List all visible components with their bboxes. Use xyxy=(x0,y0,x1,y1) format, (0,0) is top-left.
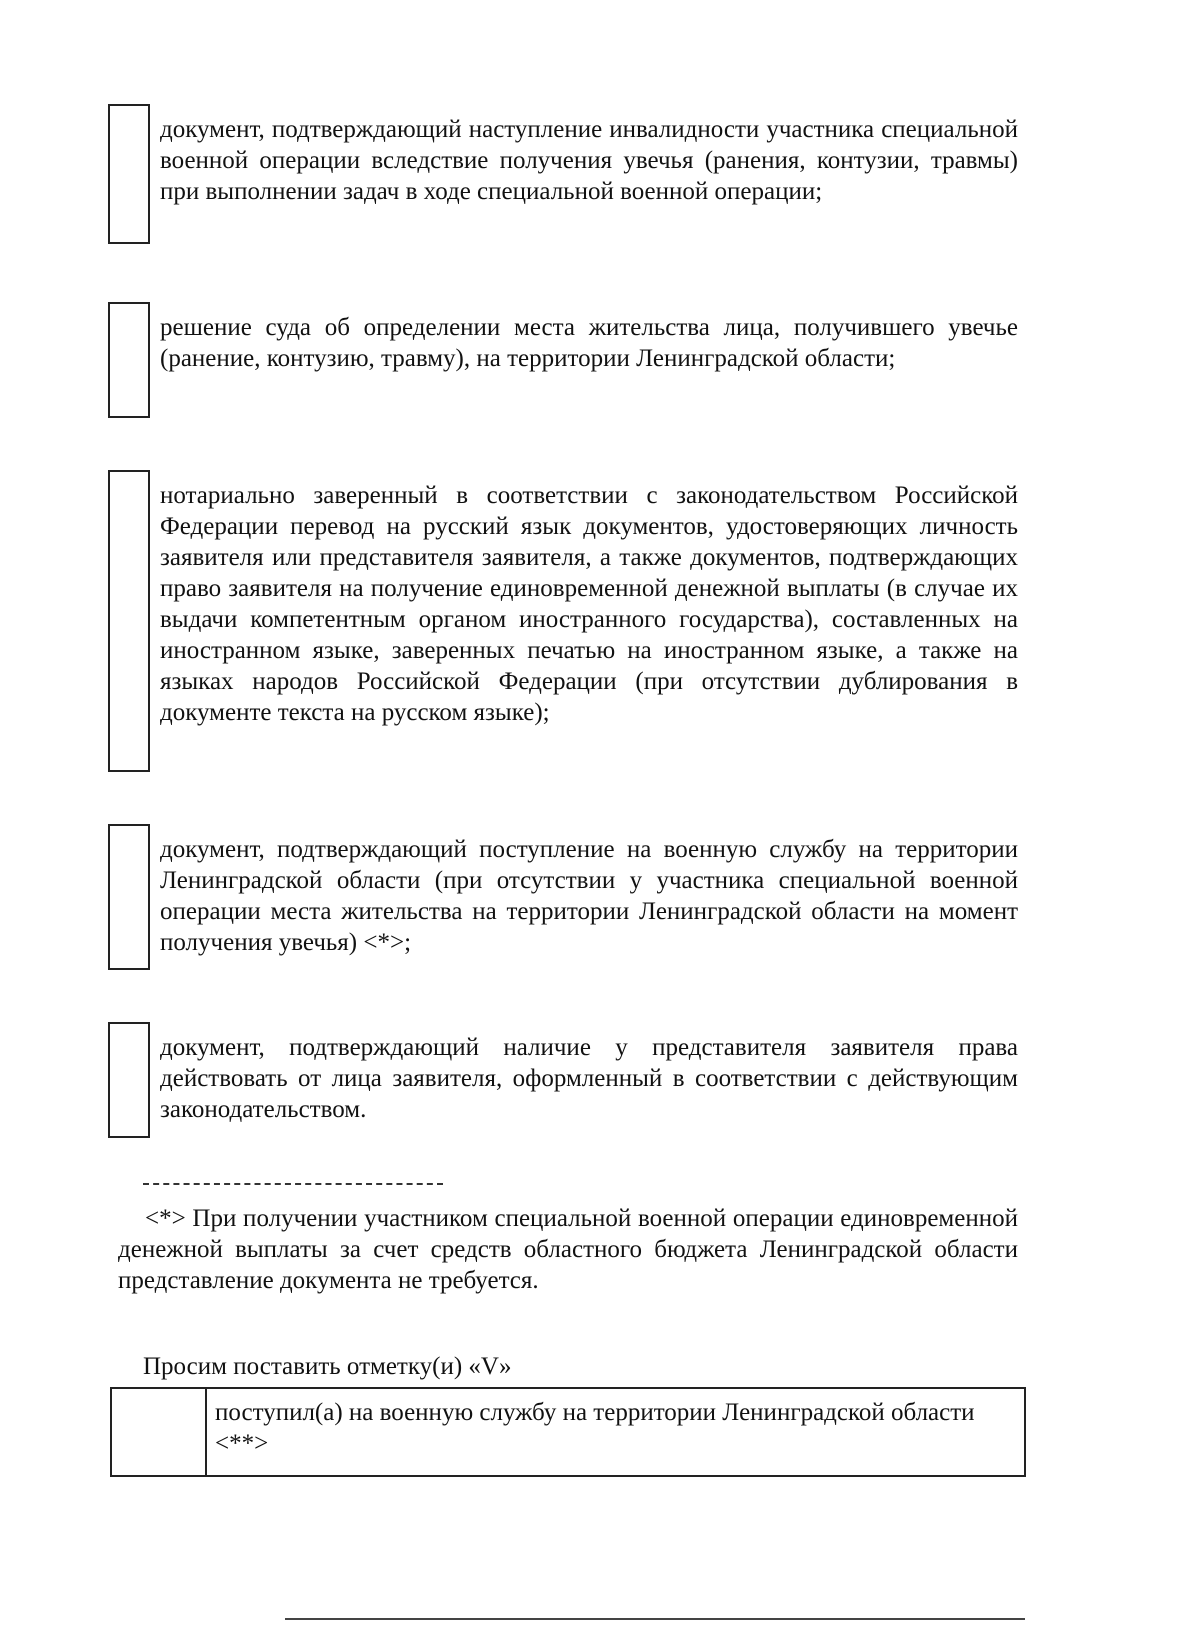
mark-table-row-text: поступил(а) на военную службу на территории Ленинградской области <**> xyxy=(215,1399,975,1457)
checkbox[interactable] xyxy=(108,470,150,772)
checklist-item-3 xyxy=(108,470,1018,772)
checklist-item-text: документ, подтверждающий наличие у представителя заявителя права действовать от лица заявителя, оформленный в соответствии с действующим законодательством. xyxy=(160,1034,1018,1123)
checklist-item-text: документ, подтверждающий наступление инвалидности участника специальной военной операции вследствие получения увечья (ранения, контузии, травмы) при выполнении задач в ходе специальной военной операции; xyxy=(160,116,1018,205)
checklist-item-1 xyxy=(108,104,1018,244)
checkbox[interactable] xyxy=(108,1022,150,1138)
bottom-divider xyxy=(285,1618,1025,1620)
checklist-item-text: нотариально заверенный в соответствии с законодательством Российской Федерации перевод на русский язык документов, удостоверяющих личность заявителя или представителя заявителя, а также документов, подтверждающих право заявителя на получение единовременной денежной выплаты (в случае их выдачи компетентным органом иностранного государства), составленных на иностранном языке, заверенных печатью на иностранном языке, а также на языках народов Российской Федерации (при отсутствии дублирования в документе текста на русском языке); xyxy=(160,482,1018,726)
checklist-item-text: документ, подтверждающий поступление на военную службу на территории Ленинградской области (при отсутствии у участника специальной военной операции места жительства на территории Ленинградской области на момент получения увечья) <*>; xyxy=(160,836,1018,956)
mark-table xyxy=(110,1387,1026,1477)
footnote-separator xyxy=(143,1183,443,1185)
checklist-item-5 xyxy=(108,1022,1018,1138)
checkbox[interactable] xyxy=(108,302,150,418)
checkbox[interactable] xyxy=(108,104,150,244)
mark-cell[interactable] xyxy=(112,1389,207,1475)
checklist-item-2 xyxy=(108,302,1018,418)
request-instruction: Просим поставить отметку(и) «V» xyxy=(143,1353,512,1380)
checklist-item-text: решение суда об определении места жительства лица, получившего увечье (ранение, контузию, травму), на территории Ленинградской области; xyxy=(160,314,1018,372)
footnote: <*> При получении участником специальной военной операции единовременной денежной выплаты за счет средств областного бюджета Ленинградской области представление документа не требуется. xyxy=(118,1205,1018,1294)
checklist-item-4 xyxy=(108,824,1018,970)
checkbox[interactable] xyxy=(108,824,150,970)
